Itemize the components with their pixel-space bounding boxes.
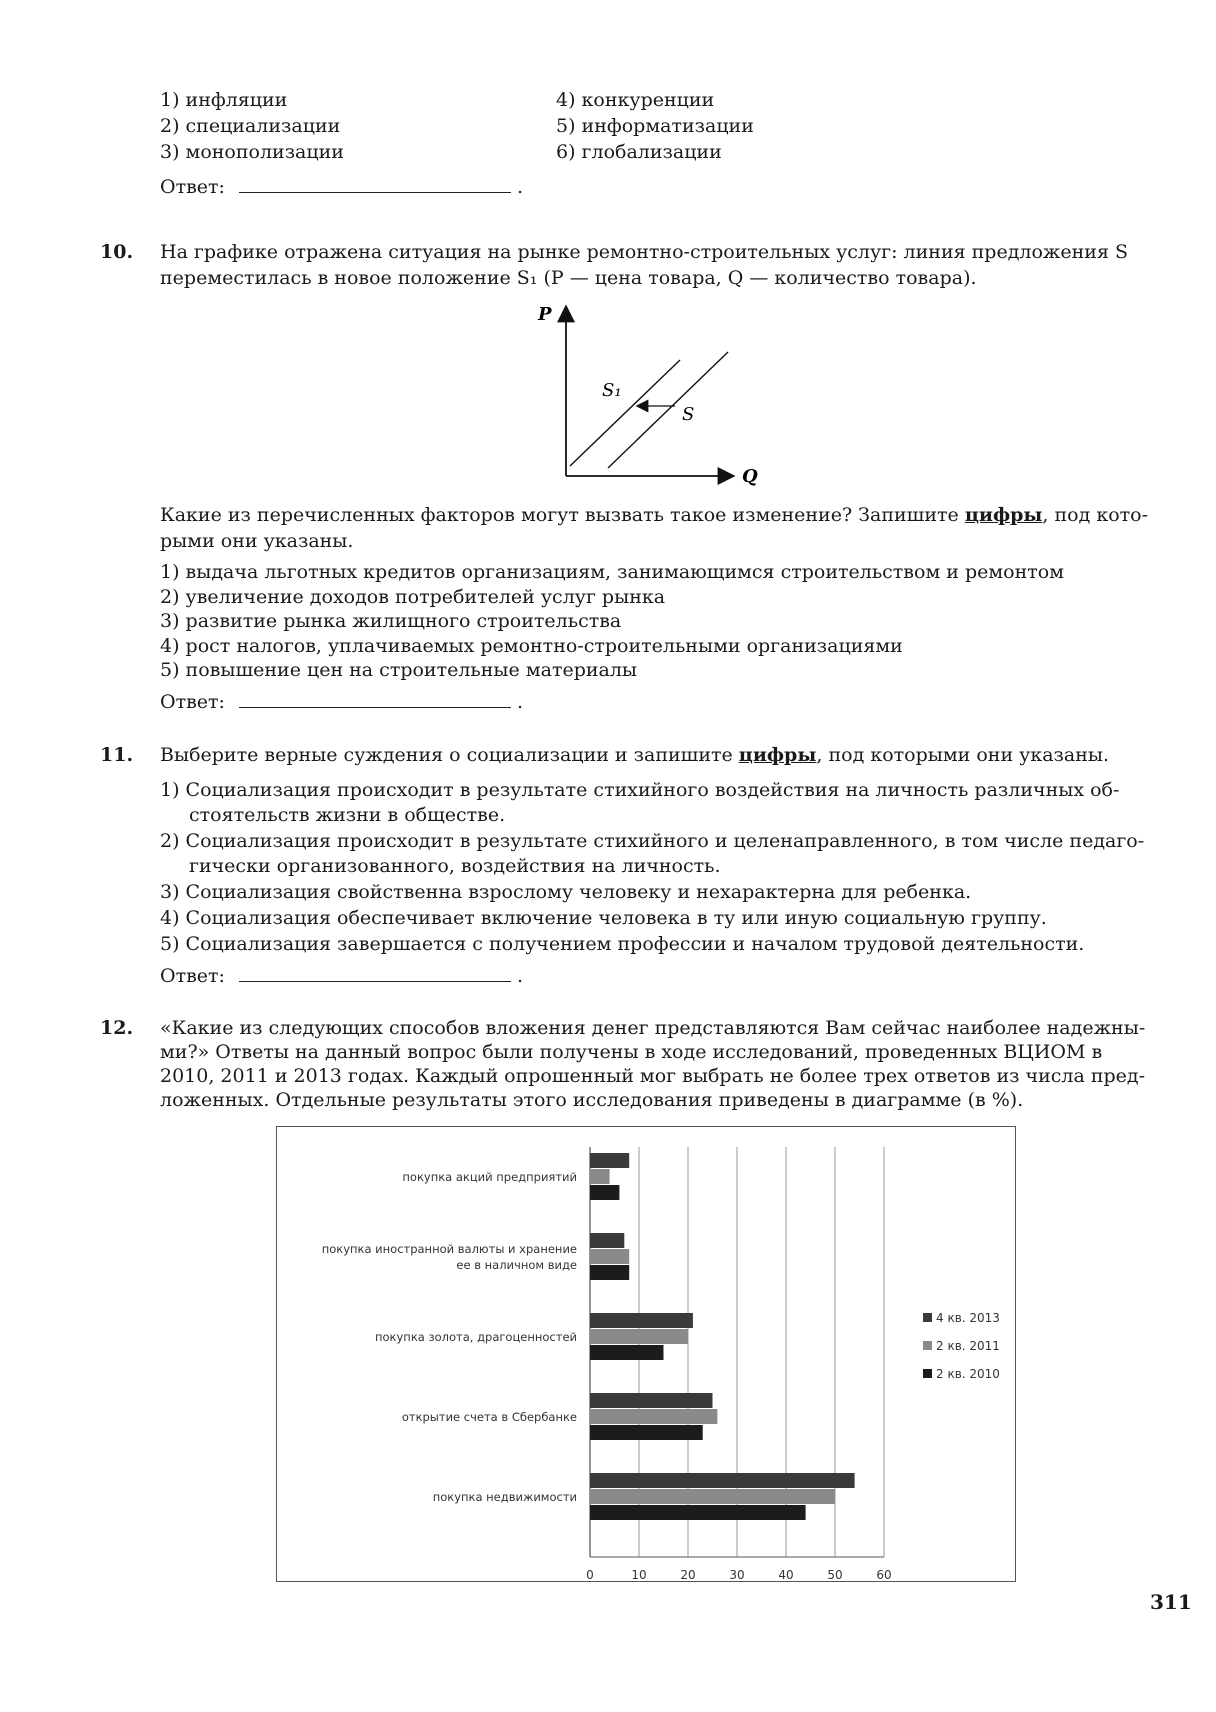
category-label: покупка золота, драгоценностей (375, 1330, 577, 1344)
question-number-10: 10. (100, 241, 134, 263)
bar (590, 1473, 855, 1488)
legend-label: 4 кв. 2013 (936, 1311, 1000, 1325)
q10-option-5: 5) повышение цен на строительные материалы (160, 659, 638, 681)
supply-line-s (608, 352, 728, 468)
q10-option-1: 1) выдача льготных кредитов организациям, занимающимся строительством и ремонтом (160, 561, 1064, 583)
q11-option-2: 2) Социализация происходит в результате стихийного и целенаправленного, в том числе педаго- (160, 830, 1145, 852)
investment-chart (276, 1126, 1016, 1582)
supply-shift-graph (520, 300, 780, 490)
legend-label: 2 кв. 2010 (936, 1367, 1000, 1381)
q9-option-1: 1) инфляции (160, 89, 288, 111)
q9-option-2: 2) специализации (160, 115, 341, 137)
q11-option-1-cont: стоятельств жизни в обществе. (189, 804, 506, 826)
q10-option-2: 2) увеличение доходов потребителей услуг рынка (160, 586, 666, 608)
answer-field[interactable] (239, 176, 511, 193)
q9-option-5: 5) информатизации (556, 115, 754, 137)
q12-text-line2: ми?» Ответы на данный вопрос были получены в ходе исследований, проведенных ВЦИОМ в (160, 1041, 1103, 1063)
legend-swatch (923, 1313, 932, 1322)
q11-option-2-cont: гически организованного, воздействия на личность. (189, 855, 721, 877)
bar (590, 1345, 664, 1360)
q11-text-part-b: , под которыми они указаны. (816, 744, 1110, 766)
page-number: 311 (1150, 1590, 1192, 1614)
q10-answer: Ответ: . (160, 691, 524, 713)
category-label: ее в наличном виде (456, 1258, 577, 1272)
label-s1: S₁ (602, 380, 622, 401)
legend-swatch (923, 1341, 932, 1350)
supply-line-s1 (570, 360, 680, 466)
bar (590, 1409, 717, 1424)
q10-option-3: 3) развитие рынка жилищного строительства (160, 610, 622, 632)
q9-option-4: 4) конкуренции (556, 89, 715, 111)
bar-chart-svg (277, 1127, 1014, 1580)
bar (590, 1425, 703, 1440)
category-label: покупка недвижимости (432, 1490, 577, 1504)
x-tick-label: 60 (876, 1568, 892, 1580)
bar (590, 1393, 713, 1408)
answer-label: Ответ: (160, 965, 225, 987)
q10-text-line2: переместилась в новое положение S₁ (P — цена товара, Q — количество товара). (160, 267, 977, 289)
q10-question-line1 (160, 503, 1192, 528)
q10-question-line2: рыми они указаны. (160, 530, 354, 552)
q11-text-part-a: Выберите верные суждения о социализации и запишите (160, 744, 733, 766)
bar (590, 1489, 835, 1504)
q9-answer: Ответ: . (160, 176, 524, 198)
x-tick-label: 10 (631, 1568, 647, 1580)
q11-text-bold: цифры (738, 744, 817, 766)
question-number-12: 12. (100, 1017, 134, 1039)
answer-label: Ответ: (160, 176, 225, 198)
category-label: покупка иностранной валюты и хранение (321, 1242, 577, 1256)
q10-question-part-b: , под кото- (1042, 504, 1149, 526)
q11-answer: Ответ: . (160, 965, 524, 987)
answer-field[interactable] (239, 691, 511, 708)
x-tick-label: 0 (586, 1568, 594, 1580)
category-label: открытие счета в Сбербанке (401, 1410, 577, 1424)
bar (590, 1233, 624, 1248)
x-tick-label: 30 (729, 1568, 745, 1580)
x-tick-label: 50 (827, 1568, 843, 1580)
q12-text-line1: «Какие из следующих способов вложения денег представляются Вам сейчас наиболее надежны- (160, 1017, 1146, 1039)
q12-text-line3: 2010, 2011 и 2013 годах. Каждый опрошенный мог выбрать не более трех ответов из числа пред- (160, 1065, 1146, 1087)
q10-option-4: 4) рост налогов, уплачиваемых ремонтно-строительными организациями (160, 635, 903, 657)
q11-option-5: 5) Социализация завершается с получением профессии и началом трудовой деятельности. (160, 933, 1085, 955)
q9-option-6: 6) глобализации (556, 141, 722, 163)
q10-text-line1: На графике отражена ситуация на рынке ремонтно-строительных услуг: линия предложения S (160, 241, 1129, 263)
question-number-11: 11. (100, 744, 134, 766)
bar (590, 1185, 619, 1200)
bar (590, 1169, 610, 1184)
q11-option-4: 4) Социализация обеспечивает включение человека в ту или иную социальную группу. (160, 907, 1047, 929)
q10-question-bold: цифры (964, 504, 1043, 526)
q11-text (160, 743, 1109, 768)
q11-option-3: 3) Социализация свойственна взрослому человеку и нехарактерна для ребенка. (160, 881, 972, 903)
bar (590, 1329, 688, 1344)
category-label: покупка акций предприятий (402, 1170, 577, 1184)
axis-p-label: P (538, 304, 552, 325)
answer-field[interactable] (239, 965, 511, 982)
bar (590, 1153, 629, 1168)
legend-label: 2 кв. 2011 (936, 1339, 1000, 1353)
x-tick-label: 40 (778, 1568, 794, 1580)
bar (590, 1249, 629, 1264)
bar (590, 1265, 629, 1280)
label-s: S (682, 404, 695, 425)
q9-option-3: 3) монополизации (160, 141, 344, 163)
answer-label: Ответ: (160, 691, 225, 713)
legend-swatch (923, 1369, 932, 1378)
bar (590, 1505, 806, 1520)
axis-q-label: Q (742, 466, 758, 487)
q10-question-part-a: Какие из перечисленных факторов могут вызвать такое изменение? Запишите (160, 504, 959, 526)
q12-text-line4: ложенных. Отдельные результаты этого исследования приведены в диаграмме (в %). (160, 1089, 1024, 1111)
q11-option-1: 1) Социализация происходит в результате стихийного воздействия на личность различных об- (160, 779, 1120, 801)
bar (590, 1313, 693, 1328)
x-tick-label: 20 (680, 1568, 696, 1580)
